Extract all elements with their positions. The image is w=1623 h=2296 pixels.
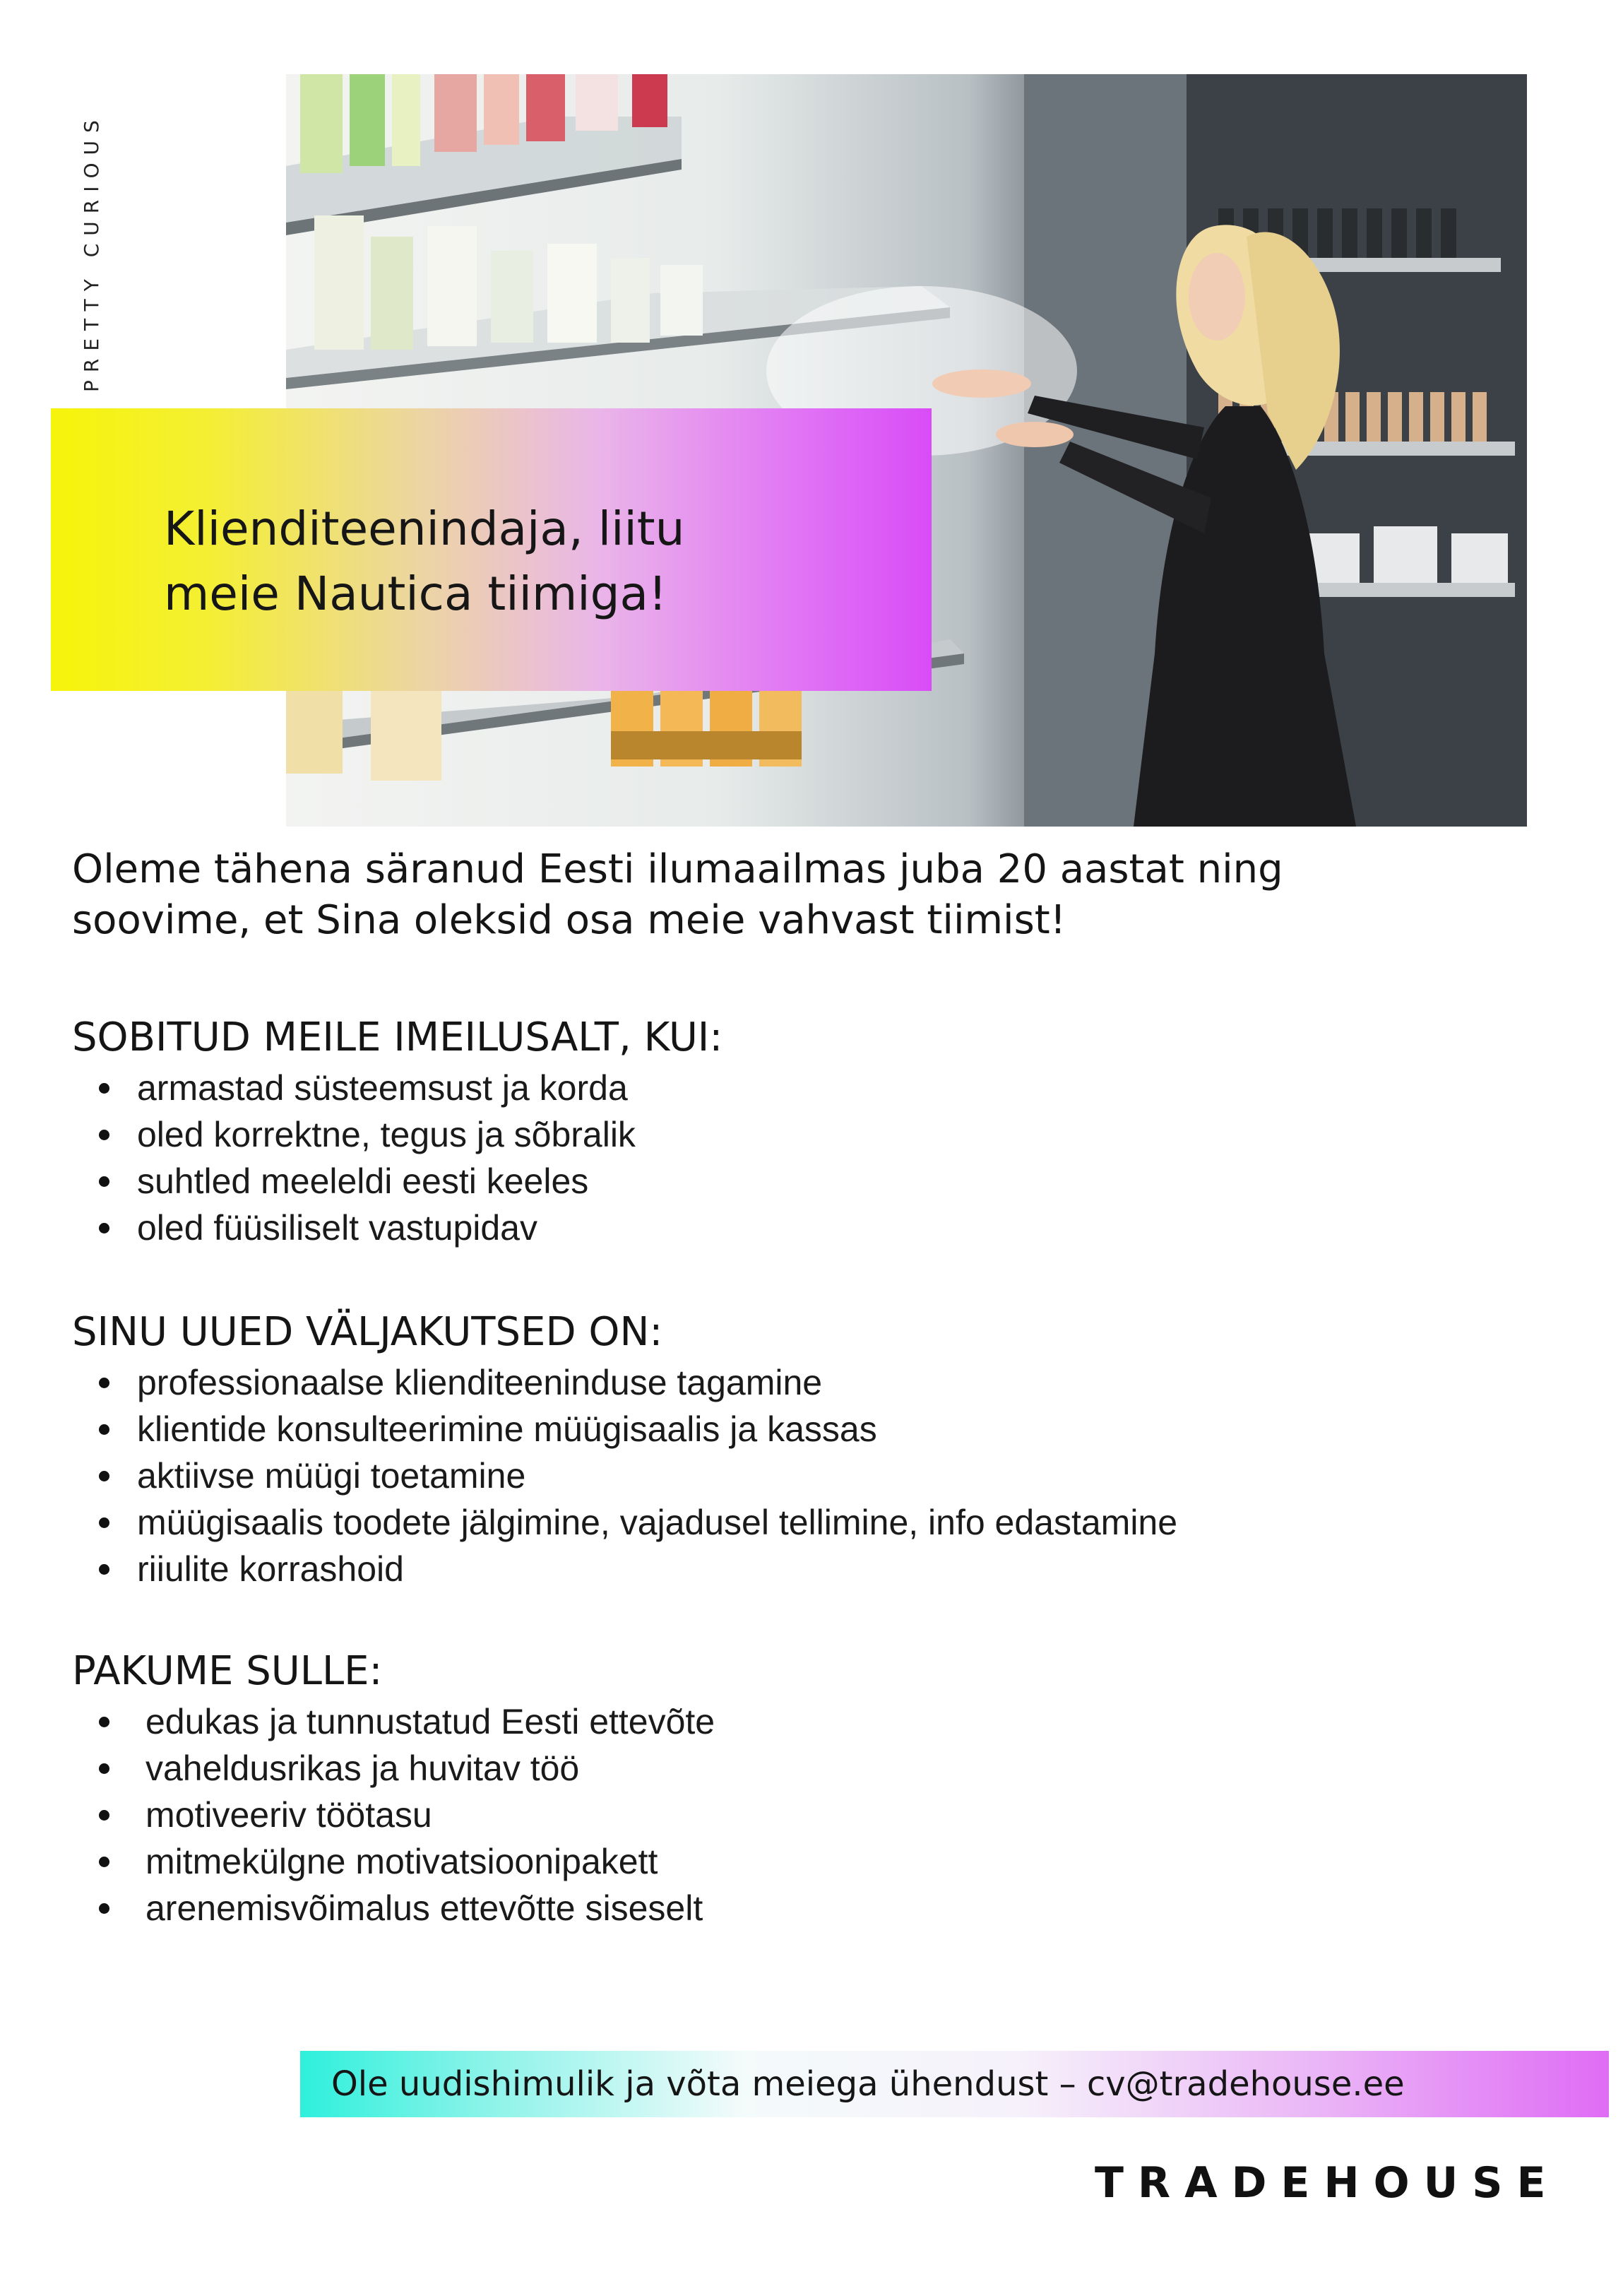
list-item: aktiivse müügi toetamine [72,1452,1499,1499]
list-item: arenemisvõimalus ettevõtte siseselt [72,1885,1499,1931]
list-item: edukas ja tunnustatud Eesti ettevõte [72,1698,1499,1745]
headline-title [164,497,870,627]
section-title: PAKUME SULLE: [72,1648,383,1694]
bullet-dot-icon [99,1903,109,1914]
list-item: oled korrektne, tegus ja sõbralik [72,1111,1499,1158]
bullet-dot-icon [99,1424,109,1435]
bullet-dot-icon [99,1564,109,1575]
bullet-dot-icon [99,1857,109,1867]
list-item: suhtled meeleldi eesti keeles [72,1158,1499,1205]
bullet-list [72,1359,1499,1592]
headline-line-2: meie Nautica tiimiga! [164,567,667,621]
section-requirements [72,1012,1499,1251]
list-item: professionaalse klienditeeninduse tagamine [72,1359,1499,1406]
headline-banner [51,408,932,691]
bullet-dot-icon [99,1083,109,1094]
bullet-dot-icon [99,1130,109,1140]
bullet-dot-icon [99,1517,109,1528]
list-item: vaheldusrikas ja huvitav töö [72,1745,1499,1792]
contact-text[interactable]: Ole uudishimulik ja võta meiega ühendust – cv@tradehouse.ee [331,2064,1405,2104]
bullet-dot-icon [99,1763,109,1774]
bullet-list [72,1065,1499,1251]
headline-line-1: Klienditeenindaja, liitu [164,502,685,556]
list-item: armastad süsteemsust ja korda [72,1065,1499,1111]
list-item: oled füüsiliselt vastupidav [72,1205,1499,1251]
tradehouse-logo: TRADEHOUSE [1095,2158,1560,2208]
section-title: SINU UUED VÄLJAKUTSED ON: [72,1309,663,1355]
contact-bar [300,2051,1609,2117]
bullet-dot-icon [99,1471,109,1481]
side-label-pretty-curious: PRETTY CURIOUS [80,112,103,392]
intro-paragraph [72,844,1499,946]
intro-line-1: Oleme tähena säranud Eesti ilumaailmas juba 20 aastat ning [72,846,1283,892]
list-item: klientide konsulteerimine müügisaalis ja kassas [72,1406,1499,1452]
list-item: mitmekülgne motivatsioonipakett [72,1838,1499,1885]
bullet-dot-icon [99,1223,109,1233]
bullet-dot-icon [99,1378,109,1388]
section-title: SOBITUD MEILE IMEILUSALT, KUI: [72,1014,723,1060]
intro-line-2: soovime, et Sina oleksid osa meie vahvast tiimist! [72,897,1066,943]
section-offer [72,1646,1499,1931]
section-challenges [72,1307,1499,1592]
list-item: motiveeriv töötasu [72,1792,1499,1838]
bullet-dot-icon [99,1176,109,1187]
bullet-dot-icon [99,1717,109,1727]
bullet-dot-icon [99,1810,109,1821]
list-item: riiulite korrashoid [72,1546,1499,1592]
list-item: müügisaalis toodete jälgimine, vajadusel tellimine, info edastamine [72,1499,1499,1546]
bullet-list [72,1698,1499,1931]
